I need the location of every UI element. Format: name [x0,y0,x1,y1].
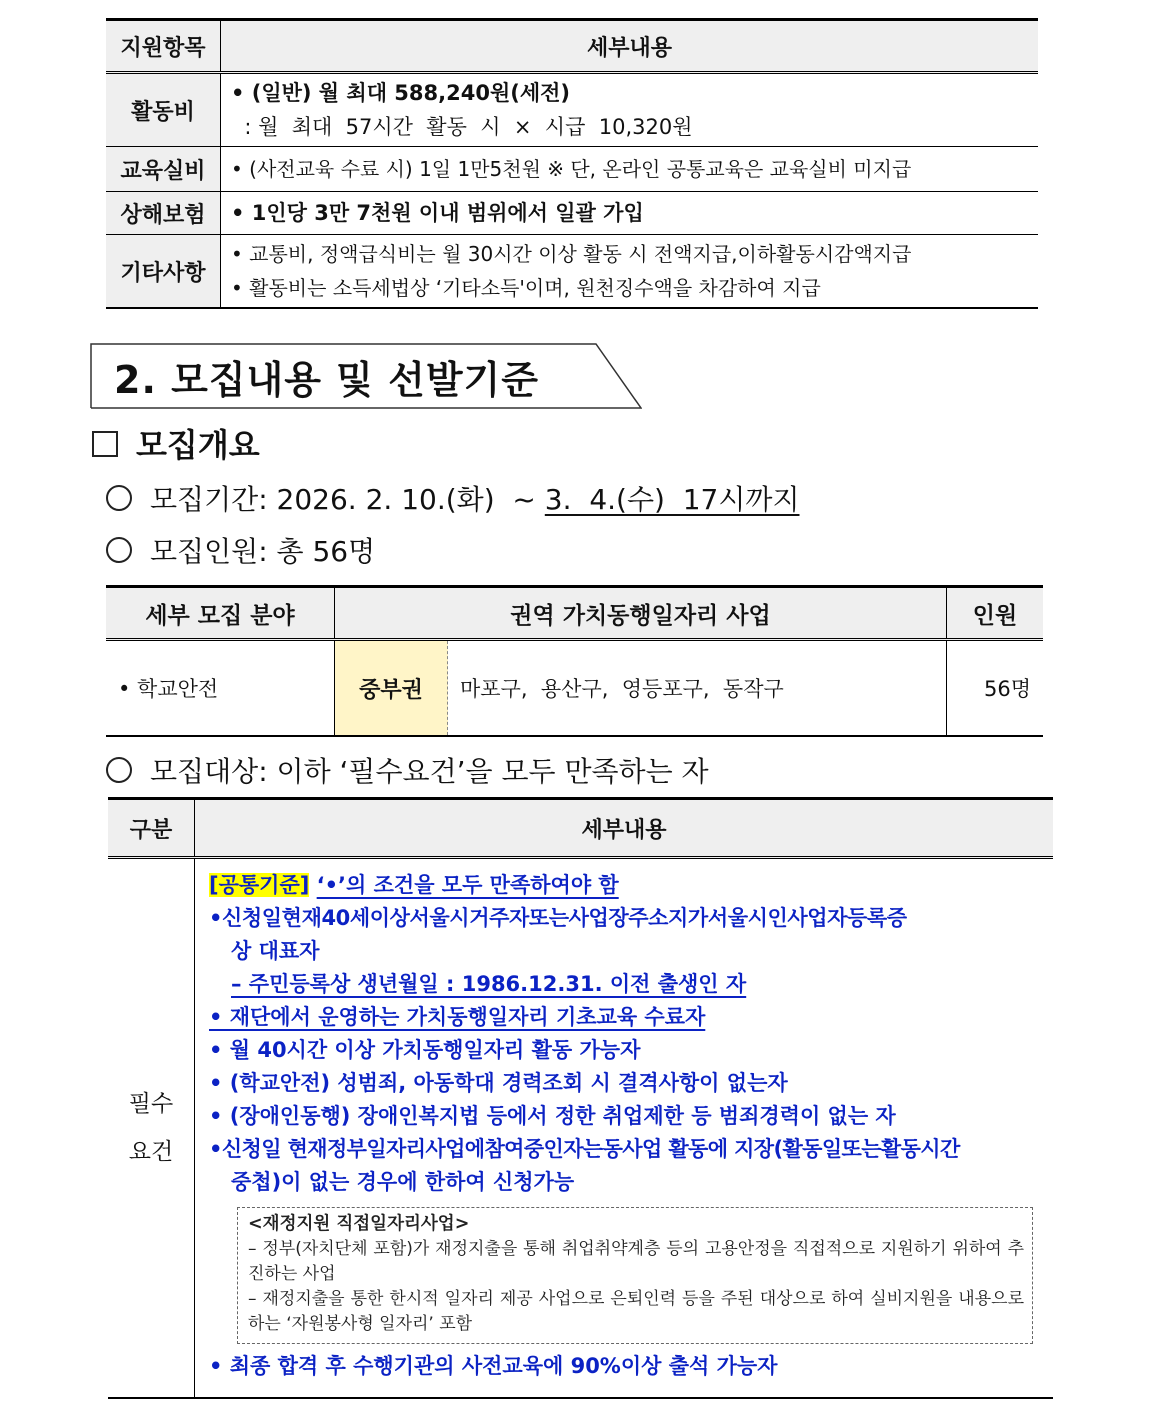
header-field: 세부 모집 분야 [106,587,335,640]
common-criteria [209,869,1053,902]
row-content [221,147,1039,192]
field-cell: • 학교안전 [106,640,335,737]
overview-heading-row [92,420,260,466]
region-cell: 중부권 [335,640,448,737]
requirement-item: • (장애인동행) 장애인복지법 등에서 정한 취업제한 등 범죄경력이 없는 자 [209,1104,896,1128]
recruit-period [106,478,800,518]
circle-bullet-icon [106,537,132,563]
table-row [106,147,1038,192]
row-line: • 1인당 3만 7천원 이내 범위에서 일괄 가입 [231,201,644,225]
note-item: – 재정지출을 통한 한시적 일자리 제공 사업으로 은퇴인력 등을 주된 대상으로 하여 실비지원을 내용으로 하는 ‘자원봉사형 일자리’ 포함 [248,1289,1024,1334]
recruit-count [106,530,375,570]
recruit-table-header [106,587,1043,640]
requirement-item: •신청일현재40세이상서울시거주자또는사업장주소지가서울시인사업자등록증 [209,906,907,930]
note-item: – 정부(자치단체 포함)가 재정지출을 통해 취업취약계층 등의 고용안정을 직접적으로 지원하기 위하여 추진하는 사업 [248,1239,1024,1284]
requirement-item-final: • 최종 합격 후 수행기관의 사전교육에 90%이상 출석 가능자 [209,1354,778,1378]
section-title: 2. 모집내용 및 선발기준 [114,358,539,402]
requirements-content [195,858,1054,1399]
row-line: : 월 최대 57시간 활동 시 × 시급 10,320원 [231,115,693,139]
row-label: 교육실비 [106,147,221,192]
period-label: 모집기간: 2026. 2. 10.(화) ~ [150,483,545,516]
circle-bullet-icon [106,485,132,511]
recruit-target [106,750,709,790]
count-cell: 56명 [947,640,1044,737]
table-row [106,640,1043,737]
requirements-table [108,797,1053,1399]
row-line: • (일반) 월 최대 588,240원(세전) [231,81,570,105]
label-line: 필수 [128,1091,174,1117]
common-text: ‘•’의 조건을 모두 만족하여야 함 [316,873,619,897]
overview-heading: 모집개요 [136,426,260,464]
table-row [106,235,1038,309]
header-count: 인원 [947,587,1044,640]
requirements-table-header [108,799,1053,858]
header-project: 권역 가치동행일자리 사업 [335,587,947,640]
row-content [221,73,1039,147]
label-line: 요건 [128,1139,174,1165]
common-tag: [공통기준] [209,873,310,897]
requirement-item: – 주민등록상 생년월일 : 1986.12.31. 이전 출생인 자 [231,972,747,996]
target-text: 모집대상: 이하 ‘필수요건’을 모두 만족하는 자 [150,755,709,788]
requirements-label [108,858,195,1399]
recruit-table [106,585,1043,737]
header-category: 구분 [108,799,195,858]
row-label: 활동비 [106,73,221,147]
note-title: <재정지원 직접일자리사업> [248,1214,470,1234]
requirement-item: •신청일 현재정부일자리사업에참여중인자는동사업 활동에 지장(활동일또는활동시간 [209,1137,960,1161]
period-end: 3. 4.(수) 17시까지 [544,483,800,516]
table-row [108,858,1053,1399]
requirement-item: • (학교안전) 성범죄, 아동학대 경력조회 시 결격사항이 없는자 [209,1071,788,1095]
row-line: • 교통비, 정액급식비는 월 30시간 이상 활동 시 전액지급,이하활동시감액지급 [231,242,912,266]
count-text: 모집인원: 총 56명 [150,535,376,568]
support-table [106,18,1038,309]
checkbox-square-icon [92,431,118,457]
row-line: • (사전교육 수료 시) 1일 1만5천원 ※ 단, 온라인 공통교육은 교육실비 미지급 [231,157,912,181]
header-details: 세부내용 [195,799,1054,858]
districts-cell: 마포구, 용산구, 영등포구, 동작구 [448,640,947,737]
row-line: • 활동비는 소득세법상 ‘기타소득'이며, 원천징수액을 차감하여 지급 [231,276,821,300]
row-label: 상해보험 [106,192,221,235]
header-details: 세부내용 [221,20,1039,73]
requirement-item: • 월 40시간 이상 가치동행일자리 활동 가능자 [209,1038,641,1062]
circle-bullet-icon [106,757,132,783]
requirement-item: 상 대표자 [231,939,320,963]
row-label: 기타사항 [106,235,221,309]
row-content [221,235,1039,309]
header-support-item: 지원항목 [106,20,221,73]
row-content [221,192,1039,235]
support-table-header [106,20,1038,73]
direct-job-note-box [237,1207,1033,1344]
requirement-item: 중첩)이 없는 경우에 한하여 신청가능 [231,1170,575,1194]
table-row [106,73,1038,147]
table-row [106,192,1038,235]
requirement-item: • 재단에서 운영하는 가치동행일자리 기초교육 수료자 [209,1005,706,1029]
